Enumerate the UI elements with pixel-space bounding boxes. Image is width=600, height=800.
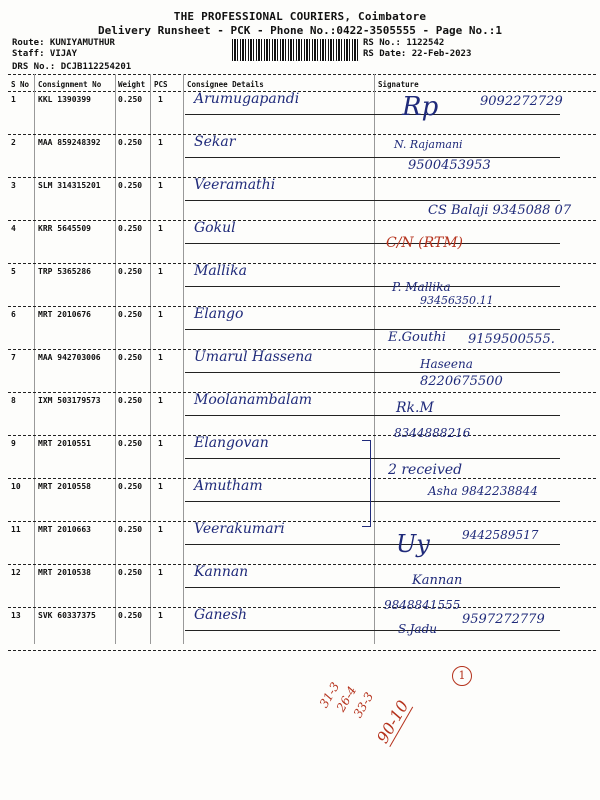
row-divider xyxy=(185,157,560,158)
cell-weight: 0.250 xyxy=(118,138,143,147)
drs-number: DRS No.: DCJB112254201 xyxy=(12,62,132,72)
consignee-name: Moolanambalam xyxy=(194,392,313,408)
consignee-name: Veeramathi xyxy=(194,177,276,193)
cell-pcs: 1 xyxy=(158,396,163,405)
cell-sno: 5 xyxy=(11,267,16,276)
signature-text: CS Balaji 9345088 07 xyxy=(428,203,572,218)
row-separator xyxy=(8,564,596,565)
signature-scribble: E.Gouthi xyxy=(388,330,446,345)
cell-weight: 0.250 xyxy=(118,181,143,190)
tally-note: 31-3 xyxy=(316,679,343,711)
cell-sno: 10 xyxy=(11,482,21,491)
cell-weight: 0.250 xyxy=(118,224,143,233)
table-row xyxy=(8,220,596,267)
row-separator xyxy=(8,306,596,307)
cell-consignment: TRP 5365286 xyxy=(38,267,91,276)
signature-phone: 9500453953 xyxy=(408,158,491,173)
row-divider xyxy=(185,630,560,631)
cell-pcs: 1 xyxy=(158,267,163,276)
signature-name: Kannan xyxy=(412,573,463,588)
table-row xyxy=(8,349,596,396)
cell-consignment: IXM 503179573 xyxy=(38,396,101,405)
signature-text: Asha 9842238844 xyxy=(428,484,538,498)
row-divider xyxy=(185,372,560,373)
signature-remark: C/N (RTM) xyxy=(386,235,464,251)
cell-sno: 8 xyxy=(11,396,16,405)
cell-consignment: MAA 859248392 xyxy=(38,138,101,147)
consignee-name: Elango xyxy=(194,306,244,322)
rs-date: RS Date: 22-Feb-2023 xyxy=(363,49,472,59)
signature-phone: 9092272729 xyxy=(480,94,563,109)
rs-number: RS No.: 1122542 xyxy=(363,38,445,48)
row-divider xyxy=(185,415,560,416)
cell-weight: 0.250 xyxy=(118,611,143,620)
barcode xyxy=(232,39,358,61)
row-divider xyxy=(185,458,560,459)
row-divider xyxy=(185,329,560,330)
signature-name: N. Rajamani xyxy=(394,138,463,151)
cell-consignment: SLM 314315201 xyxy=(38,181,101,190)
cell-weight: 0.250 xyxy=(118,568,143,577)
cell-sno: 3 xyxy=(11,181,16,190)
consignee-name: Amutham xyxy=(194,478,263,494)
cell-sno: 11 xyxy=(11,525,21,534)
row-divider xyxy=(185,243,560,244)
col-sno: S No xyxy=(11,80,30,89)
consignee-name: Mallika xyxy=(194,263,247,279)
cell-sno: 7 xyxy=(11,353,16,362)
consignee-name: Elangovan xyxy=(194,435,269,451)
cell-weight: 0.250 xyxy=(118,310,143,319)
tally-note: 33-3 xyxy=(350,689,377,721)
cell-sno: 13 xyxy=(11,611,21,620)
header-divider-top xyxy=(8,74,596,75)
header-divider-bottom xyxy=(8,91,596,92)
col-pcs: PCS xyxy=(154,80,168,89)
row-separator xyxy=(8,220,596,221)
cell-pcs: 1 xyxy=(158,482,163,491)
row-separator xyxy=(8,478,596,479)
cell-pcs: 1 xyxy=(158,224,163,233)
cell-consignment: KRR 5645509 xyxy=(38,224,91,233)
consignee-name: Veerakumari xyxy=(194,521,285,537)
table-row xyxy=(8,134,596,181)
row-separator xyxy=(8,177,596,178)
col-consignment: Consignment No xyxy=(38,80,102,89)
table-row xyxy=(8,564,596,611)
signature-name: Haseena xyxy=(420,357,473,371)
row-separator xyxy=(8,134,596,135)
table-row xyxy=(8,263,596,310)
cell-pcs: 1 xyxy=(158,525,163,534)
cell-consignment: MRT 2010558 xyxy=(38,482,91,491)
consignee-name: Gokul xyxy=(194,220,236,236)
cell-sno: 12 xyxy=(11,568,21,577)
route-label: Route: KUNIYAMUTHUR xyxy=(12,38,115,48)
tally-note: 26-4 xyxy=(333,683,360,715)
cell-consignment: SVK 60337375 xyxy=(38,611,96,620)
signature-phone: 9848841555 xyxy=(384,598,461,612)
signature-phone: 9442589517 xyxy=(462,528,539,542)
cell-pcs: 1 xyxy=(158,181,163,190)
signature-phone: 8344888216 xyxy=(394,426,471,440)
tally-total: 90-10 xyxy=(372,697,413,747)
row-separator xyxy=(8,607,596,608)
row-separator xyxy=(8,263,596,264)
cell-sno: 6 xyxy=(11,310,16,319)
row-divider xyxy=(185,544,560,545)
cell-sno: 1 xyxy=(11,95,16,104)
cell-pcs: 1 xyxy=(158,353,163,362)
cell-consignment: MRT 2010551 xyxy=(38,439,91,448)
signature-note: 2 received xyxy=(388,462,463,478)
cell-weight: 0.250 xyxy=(118,396,143,405)
signature-name: P. Mallika xyxy=(392,280,451,294)
row-divider xyxy=(185,114,560,115)
cell-weight: 0.250 xyxy=(118,525,143,534)
table-row xyxy=(8,435,596,482)
cell-consignment: KKL 1390399 xyxy=(38,95,91,104)
staff-label: Staff: VIJAY xyxy=(12,49,78,59)
cell-pcs: 1 xyxy=(158,611,163,620)
cell-weight: 0.250 xyxy=(118,95,143,104)
signature-phone: 9159500555. xyxy=(468,332,555,347)
cell-pcs: 1 xyxy=(158,95,163,104)
consignee-name: Kannan xyxy=(194,564,249,580)
cell-pcs: 1 xyxy=(158,439,163,448)
row-separator xyxy=(8,435,596,436)
row-divider xyxy=(185,501,560,502)
cell-consignment: MRT 2010676 xyxy=(38,310,91,319)
cell-sno: 9 xyxy=(11,439,16,448)
circled-number: 1 xyxy=(452,666,472,686)
signature-scribble: Uy xyxy=(396,530,430,558)
col-signature: Signature xyxy=(378,80,419,89)
consignee-name: Arumugapandi xyxy=(194,91,300,107)
cell-sno: 4 xyxy=(11,224,16,233)
cell-sno: 2 xyxy=(11,138,16,147)
cell-consignment: MRT 2010663 xyxy=(38,525,91,534)
group-bracket xyxy=(362,440,371,527)
cell-weight: 0.250 xyxy=(118,439,143,448)
col-weight: Weight xyxy=(118,80,146,89)
cell-pcs: 1 xyxy=(158,568,163,577)
signature-scribble: Rp xyxy=(402,92,439,122)
runsheet-subtitle: Delivery Runsheet - PCK - Phone No.:0422-3505555 - Page No.:1 xyxy=(98,24,502,37)
row-divider xyxy=(185,200,560,201)
cell-weight: 0.250 xyxy=(118,482,143,491)
signature-phone: 9597272779 xyxy=(462,612,545,627)
cell-consignment: MRT 2010538 xyxy=(38,568,91,577)
row-divider xyxy=(185,587,560,588)
cell-weight: 0.250 xyxy=(118,353,143,362)
signature-scribble: S.Jadu xyxy=(398,622,437,636)
cell-weight: 0.250 xyxy=(118,267,143,276)
row-separator xyxy=(8,521,596,522)
signature-scribble: Rk.M xyxy=(396,400,434,416)
cell-consignment: MAA 942703006 xyxy=(38,353,101,362)
consignee-name: Ganesh xyxy=(194,607,248,623)
signature-phone: 93456350.11 xyxy=(420,294,494,307)
row-divider xyxy=(185,286,560,287)
consignee-name: Sekar xyxy=(194,134,236,150)
row-separator xyxy=(8,650,596,651)
table-row xyxy=(8,392,596,439)
cell-pcs: 1 xyxy=(158,310,163,319)
company-title: THE PROFESSIONAL COURIERS, Coimbatore xyxy=(173,10,427,23)
consignee-name: Umarul Hassena xyxy=(194,349,313,365)
col-consignee: Consignee Details xyxy=(187,80,264,89)
cell-pcs: 1 xyxy=(158,138,163,147)
signature-phone: 8220675500 xyxy=(420,374,503,389)
